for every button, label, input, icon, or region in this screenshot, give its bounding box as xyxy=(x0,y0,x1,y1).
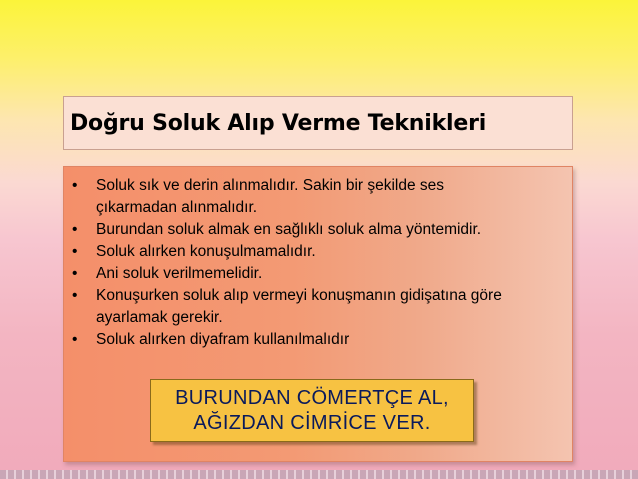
bullet-text-continued: çıkarmadan alınmalıdır. xyxy=(96,199,258,216)
bullet-item xyxy=(72,285,562,329)
slide-title-box xyxy=(63,96,573,150)
bullet-marker: • xyxy=(72,243,78,260)
bullet-text: Burundan soluk almak en sağlıklı soluk alma yöntemidir. xyxy=(96,221,482,238)
bullet-item xyxy=(72,175,562,219)
slogan-line-1: BURUNDAN CÖMERTÇE AL, xyxy=(175,386,449,409)
bullet-marker: • xyxy=(72,221,78,238)
bullet-text: Ani soluk verilmemelidir. xyxy=(96,265,263,282)
bullet-text: Konuşurken soluk alıp vermeyi konuşmanın gidişatına göre xyxy=(96,287,502,304)
bullet-text: Soluk alırken konuşulmamalıdır. xyxy=(96,243,316,260)
bullet-text: Soluk alırken diyafram kullanılmalıdır xyxy=(96,331,350,348)
bullet-marker: • xyxy=(72,331,78,348)
bullet-item xyxy=(72,219,562,241)
slogan-box xyxy=(150,379,474,442)
decorative-bottom-stripe xyxy=(0,470,638,479)
bullet-item xyxy=(72,329,562,351)
bullet-text: Soluk sık ve derin alınmalıdır. Sakin bir şekilde ses xyxy=(96,177,445,194)
slogan-line-2: AĞIZDAN CİMRİCE VER. xyxy=(193,411,431,434)
bullet-marker: • xyxy=(72,177,78,194)
bullet-list xyxy=(64,167,572,351)
bullet-item xyxy=(72,241,562,263)
bullet-marker: • xyxy=(72,265,78,282)
bullet-marker: • xyxy=(72,287,78,304)
bullet-item xyxy=(72,263,562,285)
slide-title: Doğru Soluk Alıp Verme Teknikleri xyxy=(70,110,487,136)
bullet-text-continued: ayarlamak gerekir. xyxy=(96,309,223,326)
